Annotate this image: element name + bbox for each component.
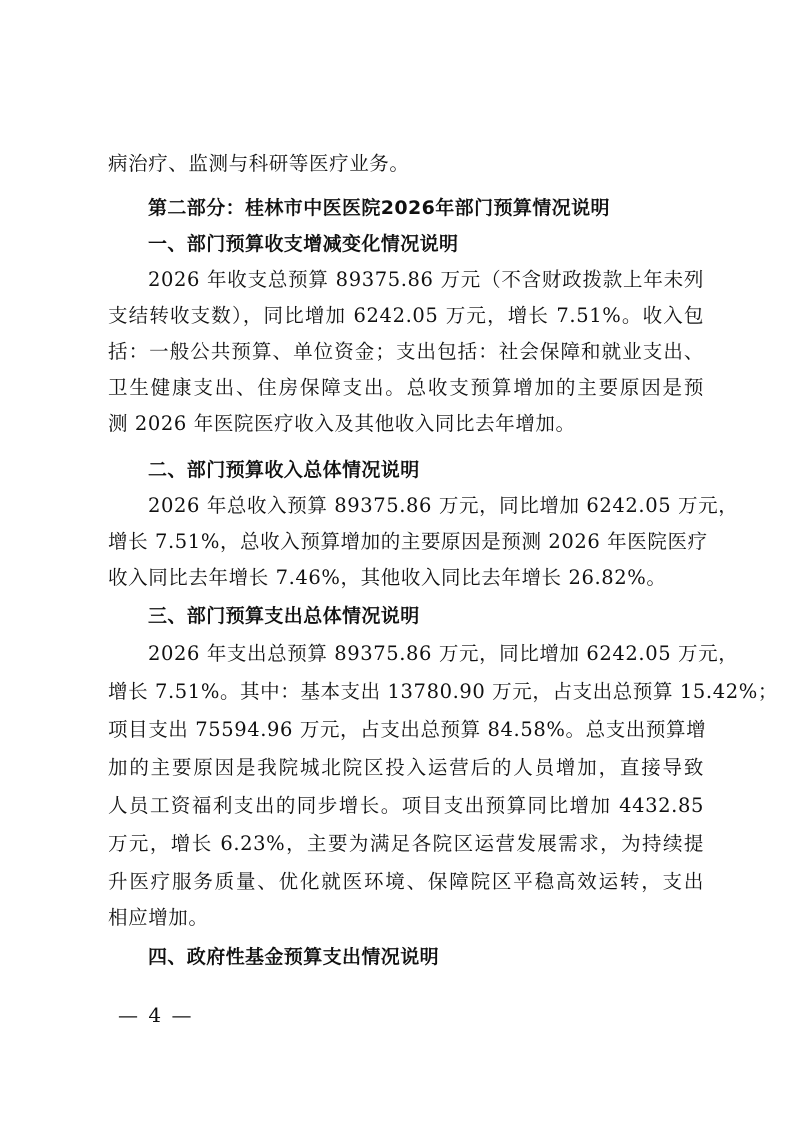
body-line: 2026 年支出总预算 89375.86 万元，同比增加 6242.05 万元， (148, 642, 739, 665)
body-line: 项目支出 75594.96 万元，占支出总预算 84.58%。总支出预算增 (108, 718, 707, 741)
body-line: 加的主要原因是我院城北院区投入运营后的人员增加，直接导致 (108, 756, 704, 779)
body-line: 升医疗服务质量、优化就医环境、保障院区平稳高效运转，支出 (108, 870, 704, 893)
section-heading-4: 四、政府性基金预算支出情况说明 (148, 946, 440, 968)
section-heading-1: 一、部门预算收支增减变化情况说明 (148, 233, 459, 255)
body-line: 2026 年收支总预算 89375.86 万元（不含财政拨款上年未列 (148, 268, 704, 291)
body-line: 病治疗、监测与科研等医疗业务。 (108, 152, 410, 175)
body-line: 增长 7.51%，总收入预算增加的主要原因是预测 2026 年医院医疗 (108, 530, 708, 553)
body-line: 收入同比去年增长 7.46%，其他收入同比去年增长 26.82%。 (108, 566, 667, 589)
section-heading-2: 二、部门预算收入总体情况说明 (148, 459, 420, 481)
body-line: 支结转收支数），同比增加 6242.05 万元，增长 7.51%。收入包 (108, 304, 704, 327)
page-number: — 4 — (118, 1003, 194, 1027)
body-line: 2026 年总收入预算 89375.86 万元，同比增加 6242.05 万元， (148, 494, 739, 517)
body-line: 相应增加。 (108, 906, 209, 929)
body-line: 人员工资福利支出的同步增长。项目支出预算同比增加 4432.85 (108, 794, 704, 817)
part-heading: 第二部分：桂林市中医医院2026年部门预算情况说明 (148, 197, 610, 219)
section-heading-3: 三、部门预算支出总体情况说明 (148, 605, 420, 627)
body-line: 卫生健康支出、住房保障支出。总收支预算增加的主要原因是预 (108, 376, 704, 399)
body-line: 万元，增长 6.23%，主要为满足各院区运营发展需求，为持续提 (108, 832, 704, 855)
body-line: 测 2026 年医院医疗收入及其他收入同比去年增加。 (108, 412, 576, 435)
body-line: 增长 7.51%。其中：基本支出 13780.90 万元，占支出总预算 15.42%； (108, 680, 778, 703)
body-line: 括：一般公共预算、单位资金；支出包括：社会保障和就业支出、 (108, 340, 704, 363)
